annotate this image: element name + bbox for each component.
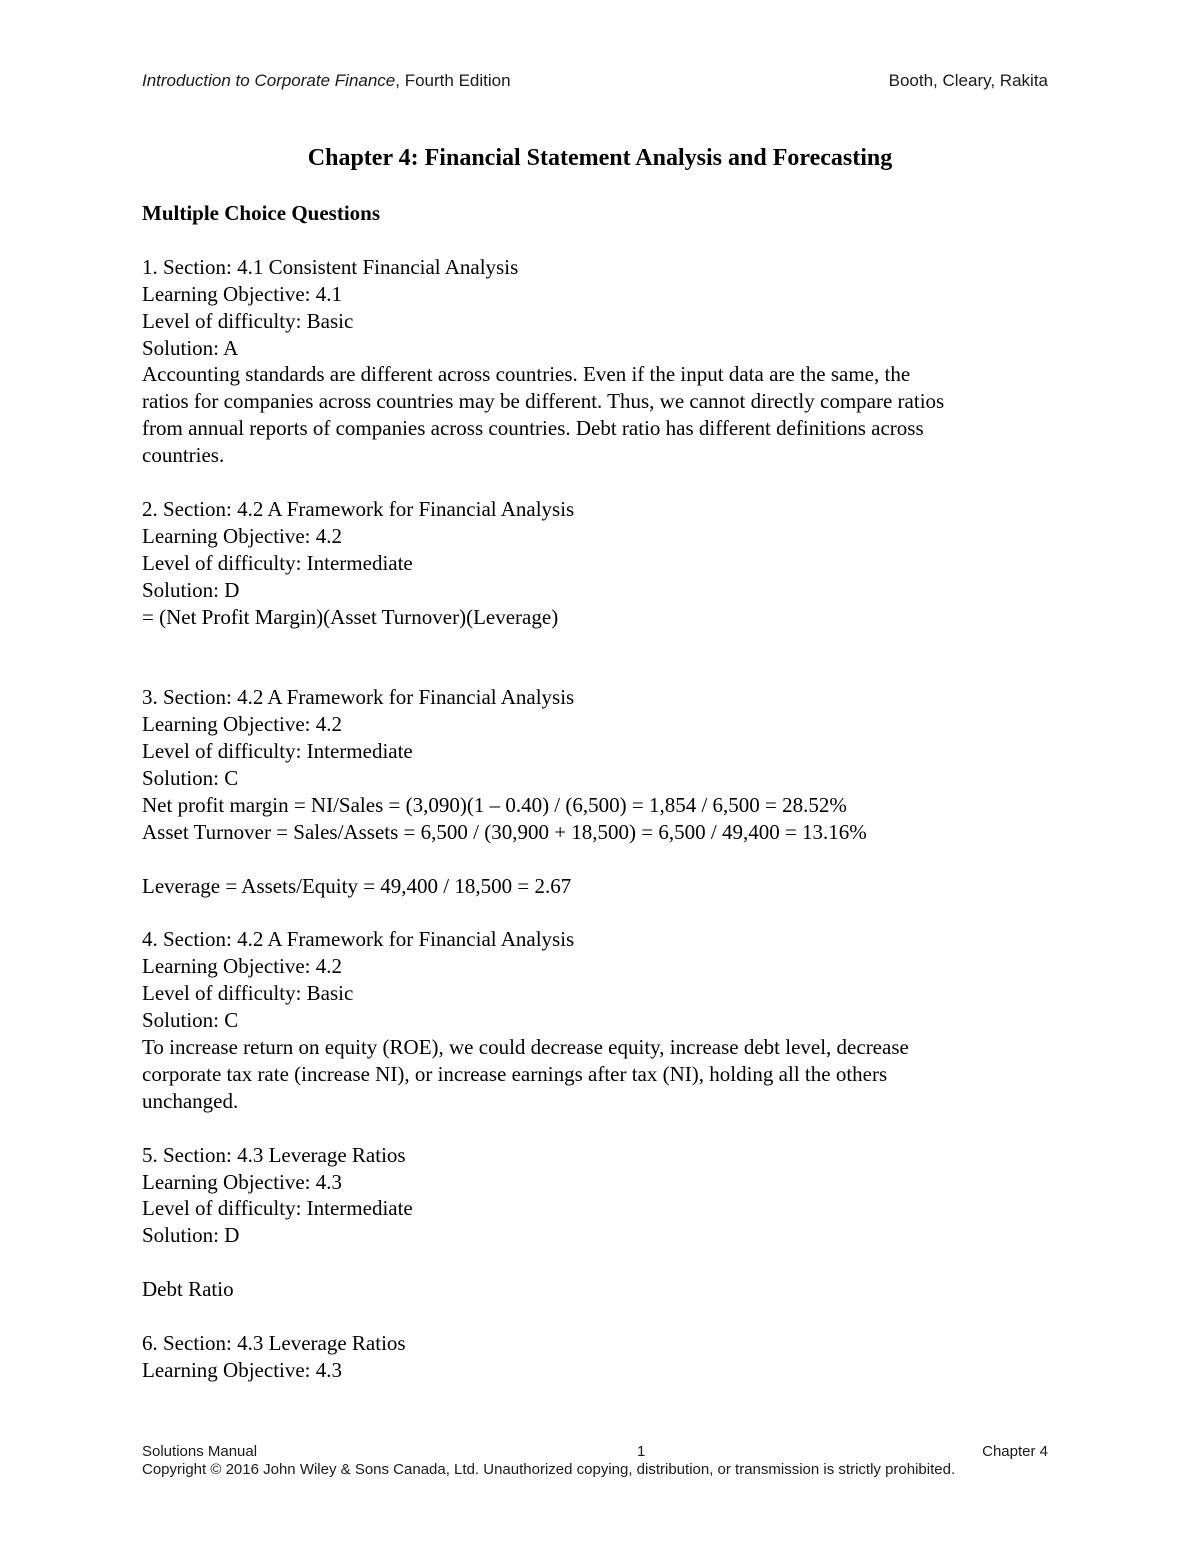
- question-difficulty: Level of difficulty: Intermediate: [142, 739, 413, 764]
- header-authors: Booth, Cleary, Rakita: [888, 71, 1048, 90]
- question-2: [142, 496, 1048, 657]
- question-difficulty: Level of difficulty: Basic: [142, 308, 354, 333]
- question-5: [142, 1142, 1048, 1303]
- footer-row: [142, 1443, 1048, 1461]
- question-section: 1. Section: 4.1 Consistent Financial Analysis: [142, 254, 519, 279]
- chapter-title: Chapter 4: Financial Statement Analysis and Forecasting: [307, 145, 893, 171]
- question-6: [142, 1330, 1048, 1384]
- page-number: 1: [637, 1443, 646, 1460]
- question-difficulty: Level of difficulty: Intermediate: [142, 1196, 413, 1221]
- footer-manual-label: Solutions Manual: [142, 1443, 258, 1460]
- header-book-info: [142, 70, 511, 92]
- question-solution: Solution: C: [142, 1008, 239, 1033]
- question-difficulty: Level of difficulty: Intermediate: [142, 550, 413, 575]
- question-objective: Learning Objective: 4.2: [142, 712, 343, 737]
- explanation-line: from annual reports of companies across countries. Debt ratio has different definitions across: [142, 416, 924, 441]
- blank-line: [142, 630, 1048, 657]
- question-section: 2. Section: 4.2 A Framework for Financial Analysis: [142, 496, 575, 521]
- blank-line: [142, 846, 1048, 873]
- question-objective: Learning Objective: 4.2: [142, 523, 343, 548]
- page-footer: [142, 1443, 1048, 1479]
- question-solution: Solution: D: [142, 577, 240, 602]
- section-heading: Multiple Choice Questions: [142, 201, 381, 225]
- explanation-line: Leverage = Assets/Equity = 49,400 / 18,500 = 2.67: [142, 873, 572, 898]
- question-section: 3. Section: 4.2 A Framework for Financial Analysis: [142, 685, 575, 710]
- question-3: [142, 684, 1048, 899]
- document-body: [142, 200, 1048, 1411]
- question-4: [142, 926, 1048, 1114]
- explanation-line: unchanged.: [142, 1088, 239, 1113]
- question-1: [142, 254, 1048, 469]
- explanation-line: Net profit margin = NI/Sales = (3,090)(1 – 0.40) / (6,500) = 1,854 / 6,500 = 28.52%: [142, 792, 847, 817]
- blank-line: [142, 1249, 1048, 1276]
- copyright-notice: Copyright © 2016 John Wiley & Sons Canada, Ltd. Unauthorized copying, distribution, or transmission is strictly prohibited.: [142, 1461, 956, 1478]
- question-objective: Learning Objective: 4.3: [142, 1169, 343, 1194]
- book-edition: , Fourth Edition: [395, 71, 511, 90]
- question-objective: Learning Objective: 4.3: [142, 1357, 343, 1382]
- explanation-line: To increase return on equity (ROE), we could decrease equity, increase debt level, decrease: [142, 1035, 909, 1059]
- explanation-line: ratios for companies across countries may be different. Thus, we cannot directly compare ratios: [142, 389, 945, 414]
- question-solution: Solution: D: [142, 1223, 240, 1248]
- explanation-line: corporate tax rate (increase NI), or increase earnings after tax (NI), holding all the others: [142, 1061, 888, 1086]
- question-section: 6. Section: 4.3 Leverage Ratios: [142, 1330, 406, 1355]
- question-solution: Solution: C: [142, 765, 239, 790]
- question-solution: Solution: A: [142, 335, 239, 360]
- explanation-line: Accounting standards are different across countries. Even if the input data are the same, the: [142, 362, 911, 387]
- question-section: 4. Section: 4.2 A Framework for Financial Analysis: [142, 927, 575, 952]
- question-section: 5. Section: 4.3 Leverage Ratios: [142, 1142, 406, 1167]
- question-objective: Learning Objective: 4.1: [142, 281, 343, 306]
- question-objective: Learning Objective: 4.2: [142, 954, 343, 979]
- question-difficulty: Level of difficulty: Basic: [142, 981, 354, 1006]
- footer-chapter-label: Chapter 4: [982, 1443, 1048, 1460]
- explanation-line: Asset Turnover = Sales/Assets = 6,500 / (30,900 + 18,500) = 6,500 / 49,400 = 13.16%: [142, 819, 867, 844]
- book-title: Introduction to Corporate Finance: [142, 71, 396, 90]
- explanation-line: countries.: [142, 443, 225, 468]
- explanation-line: Debt Ratio: [142, 1277, 234, 1302]
- explanation-line: = (Net Profit Margin)(Asset Turnover)(Leverage): [142, 604, 559, 629]
